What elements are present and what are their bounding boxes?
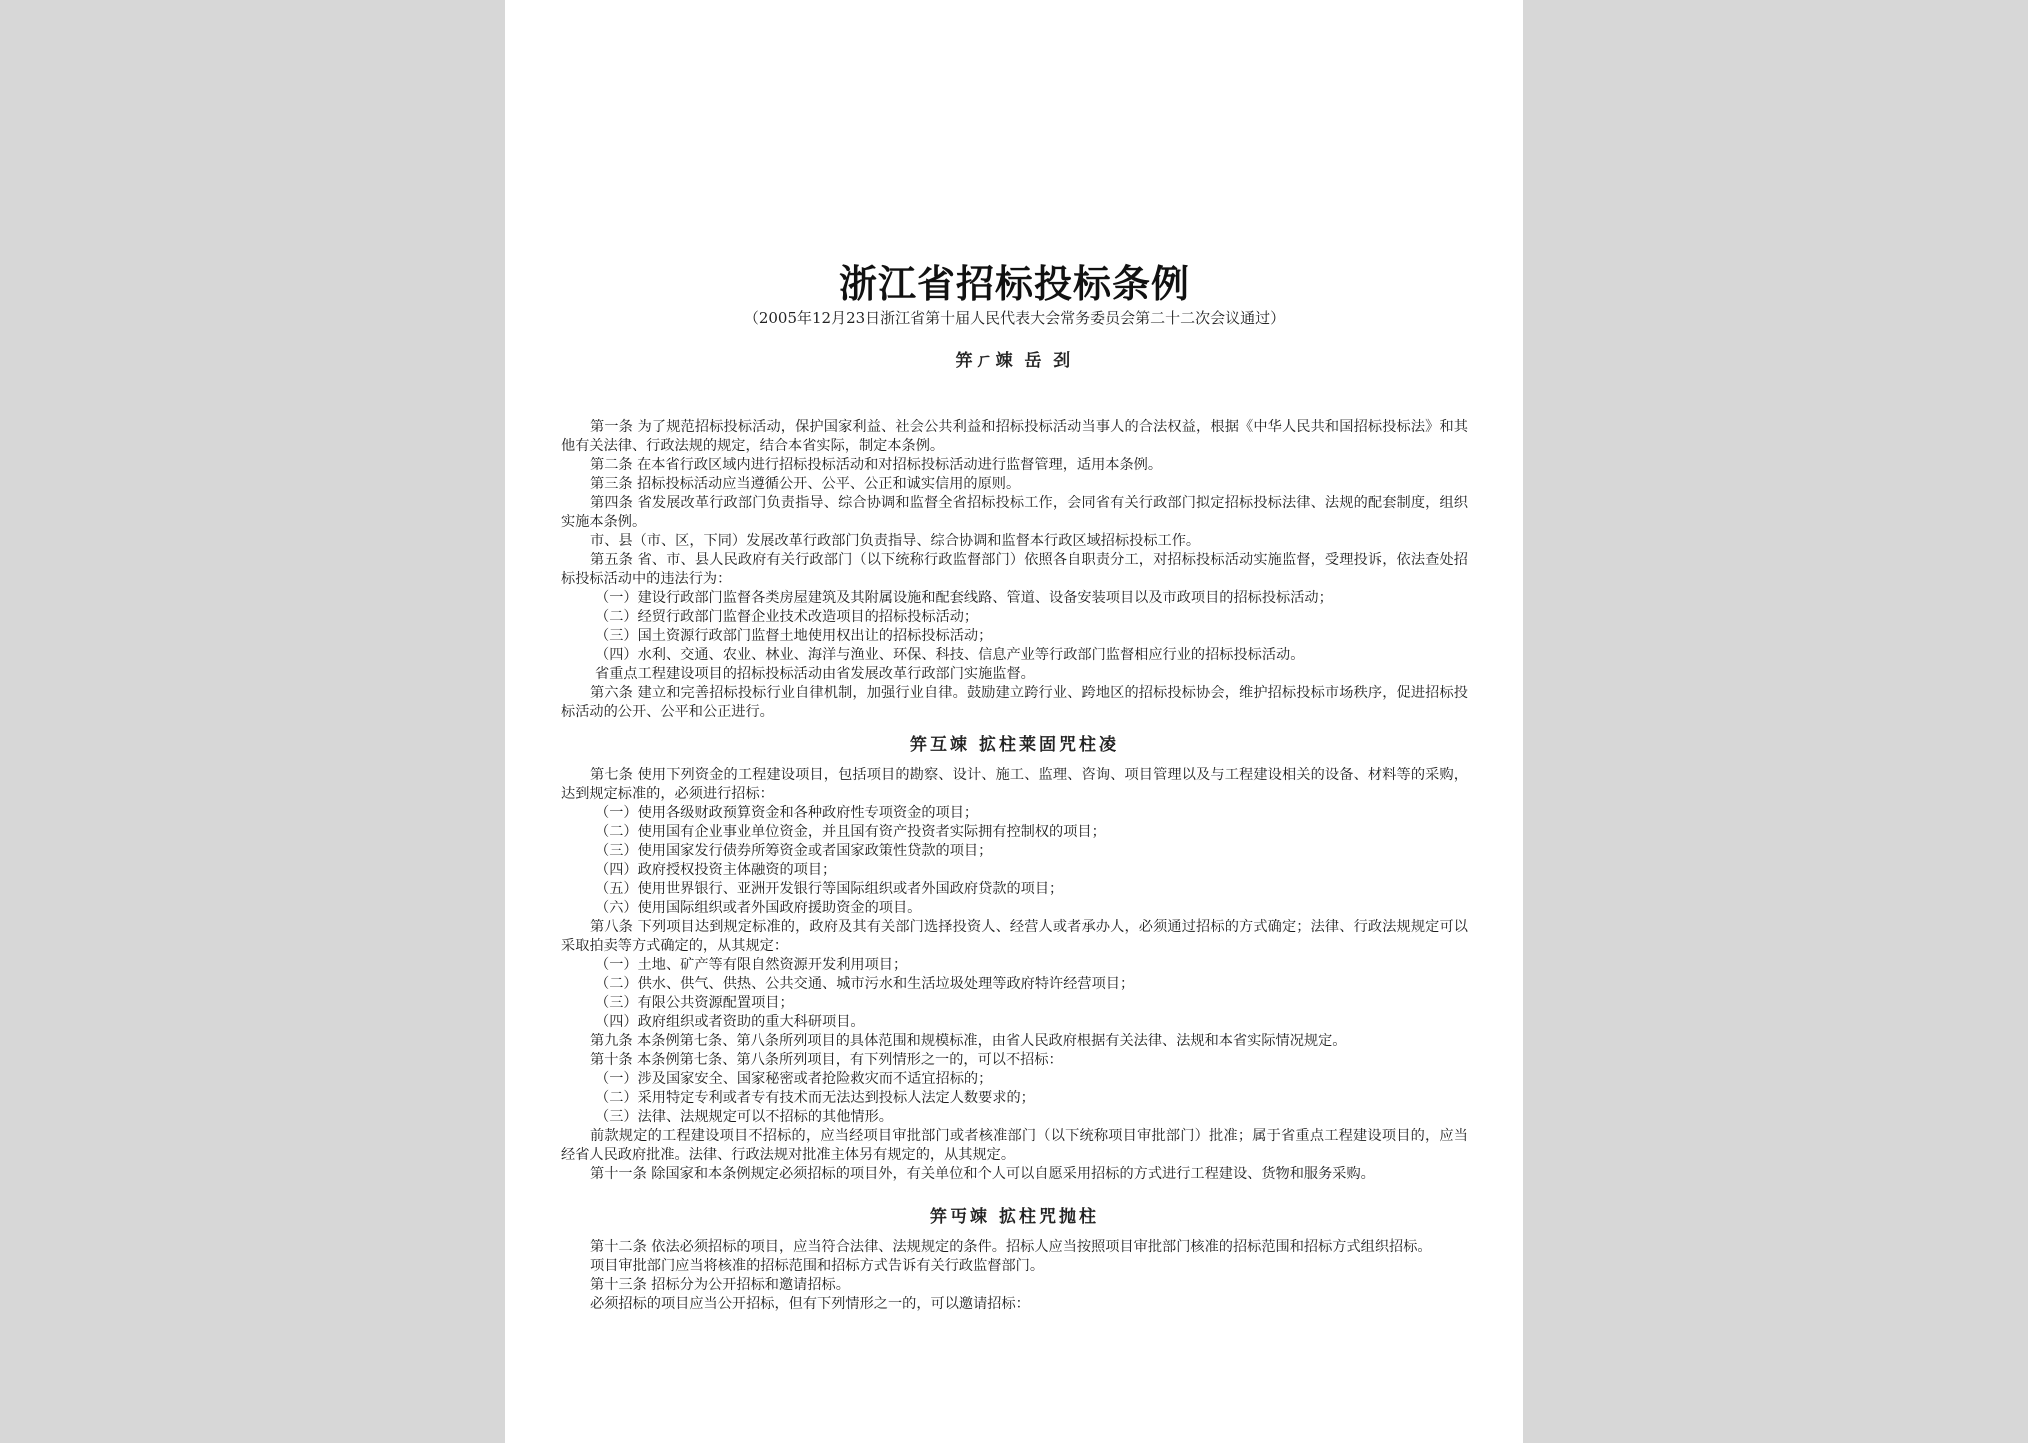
list-item: （二）采用特定专利或者专有技术而无法达到投标人法定人数要求的； — [595, 1090, 1035, 1106]
article-paragraph: 前款规定的工程建设项目不招标的，应当经项目审批部门或者核准部门（以下统称项目审批部门）批准；属于省重点工程建设项目的，应当经省人民政府批准。法律、行政法规对批准主体另有规定的，从其规定。 — [561, 1128, 1468, 1163]
article-paragraph: 第十三条 招标分为公开招标和邀请招标。 — [590, 1277, 850, 1293]
article-paragraph: 第五条 省、市、县人民政府有关行政部门（以下统称行政监督部门）依照各自职责分工，对招标投标活动实施监督，受理投诉，依法查处招标投标活动中的违法行为： — [561, 552, 1468, 587]
article-paragraph: 第二条 在本省行政区域内进行招标投标活动和对招标投标活动进行监督管理，适用本条例。 — [590, 457, 1163, 473]
chapter-body — [561, 1238, 1468, 1314]
article-paragraph: 第七条 使用下列资金的工程建设项目，包括项目的勘察、设计、施工、监理、咨询、项目管理以及与工程建设相关的设备、材料等的采购，达到规定标准的，必须进行招标： — [561, 767, 1468, 802]
article-paragraph: 第十一条 除国家和本条例规定必须招标的项目外，有关单位和个人可以自愿采用招标的方式进行工程建设、货物和服务采购。 — [590, 1166, 1375, 1182]
list-item: （四）水利、交通、农业、林业、海洋与渔业、环保、科技、信息产业等行政部门监督相应行业的招标投标活动。 — [595, 647, 1305, 663]
list-item: （三）有限公共资源配置项目； — [595, 995, 794, 1011]
list-item: （三）国土资源行政部门监督土地使用权出让的招标投标活动； — [595, 628, 993, 644]
document-title: 浙江省招标投标条例 — [838, 261, 1190, 306]
article-paragraph: 第三条 招标投标活动应当遵循公开、公平、公正和诚实信用的原则。 — [590, 476, 1021, 492]
list-item: （六）使用国际组织或者外国政府援助资金的项目。 — [595, 900, 922, 916]
chapter-heading: 笄丏竦 拡柱咒抛柱 — [930, 1207, 1099, 1227]
list-item: （四）政府组织或者资助的重大科研项目。 — [595, 1014, 865, 1030]
list-item: （四）政府授权投资主体融资的项目； — [595, 862, 837, 878]
article-paragraph: 第十二条 依法必须招标的项目，应当符合法律、法规规定的条件。招标人应当按照项目审批部门核准的招标范围和招标方式组织招标。 — [590, 1239, 1432, 1255]
article-paragraph: 市、县（市、区，下同）发展改革行政部门负责指导、综合协调和监督本行政区域招标投标工作。 — [590, 533, 1201, 549]
chapter-body — [561, 418, 1468, 722]
document-page — [505, 0, 1523, 1443]
list-item: （二）供水、供气、供热、公共交通、城市污水和生活垃圾处理等政府特许经营项目； — [595, 976, 1135, 992]
list-item: （五）使用世界银行、亚洲开发银行等国际组织或者外国政府贷款的项目； — [595, 881, 1064, 897]
article-paragraph: 第十条 本条例第七条、第八条所列项目，有下列情形之一的，可以不招标： — [590, 1052, 1063, 1068]
article-paragraph: 必须招标的项目应当公开招标，但有下列情形之一的，可以邀请招标： — [590, 1296, 1030, 1312]
article-paragraph: 第一条 为了规范招标投标活动，保护国家利益、社会公共利益和招标投标活动当事人的合法权益，根据《中华人民共和国招标投标法》和其他有关法律、行政法规的规定，结合本省实际，制定本条例。 — [561, 419, 1468, 454]
list-item: （二）使用国有企业事业单位资金，并且国有资产投资者实际拥有控制权的项目； — [595, 824, 1106, 840]
list-item: （三）法律、法规规定可以不招标的其他情形。 — [595, 1109, 893, 1125]
list-item: （一）建设行政部门监督各类房屋建筑及其附属设施和配套线路、管道、设备安装项目以及市政项目的招标投标活动； — [595, 590, 1333, 606]
chapter-body — [561, 766, 1468, 1184]
list-item: （一）涉及国家安全、国家秘密或者抢险救灾而不适宜招标的； — [595, 1071, 993, 1087]
article-paragraph: 省重点工程建设项目的招标投标活动由省发展改革行政部门实施监督。 — [595, 666, 1035, 682]
chapter-heading: 笄互竦 拡柱莱固咒柱凌 — [910, 735, 1119, 755]
list-item: （一）使用各级财政预算资金和各种政府性专项资金的项目； — [595, 805, 979, 821]
article-paragraph: 第四条 省发展改革行政部门负责指导、综合协调和监督全省招标投标工作，会同省有关行政部门拟定招标投标法律、法规的配套制度，组织实施本条例。 — [561, 495, 1468, 530]
article-paragraph: 第八条 下列项目达到规定标准的，政府及其有关部门选择投资人、经营人或者承办人，必须通过招标的方式确定；法律、行政法规规定可以采取拍卖等方式确定的，从其规定： — [561, 919, 1468, 954]
chapter-heading: 笄ㄏ竦 岳 刭 — [955, 351, 1074, 371]
article-paragraph: 第六条 建立和完善招标投标行业自律机制，加强行业自律。鼓励建立跨行业、跨地区的招标投标协会，维护招标投标市场秩序，促进招标投标活动的公开、公平和公正进行。 — [561, 685, 1468, 720]
list-item: （一）土地、矿产等有限自然资源开发利用项目； — [595, 957, 908, 973]
document-body — [561, 262, 1468, 1314]
document-subtitle: （2005年12月23日浙江省第十届人民代表大会常务委员会第二十二次会议通过） — [743, 309, 1286, 327]
article-paragraph: 项目审批部门应当将核准的招标范围和招标方式告诉有关行政监督部门。 — [590, 1258, 1045, 1274]
list-item: （二）经贸行政部门监督企业技术改造项目的招标投标活动； — [595, 609, 979, 625]
list-item: （三）使用国家发行债券所筹资金或者国家政策性贷款的项目； — [595, 843, 993, 859]
article-paragraph: 第九条 本条例第七条、第八条所列项目的具体范围和规模标准，由省人民政府根据有关法律、法规和本省实际情况规定。 — [590, 1033, 1347, 1049]
